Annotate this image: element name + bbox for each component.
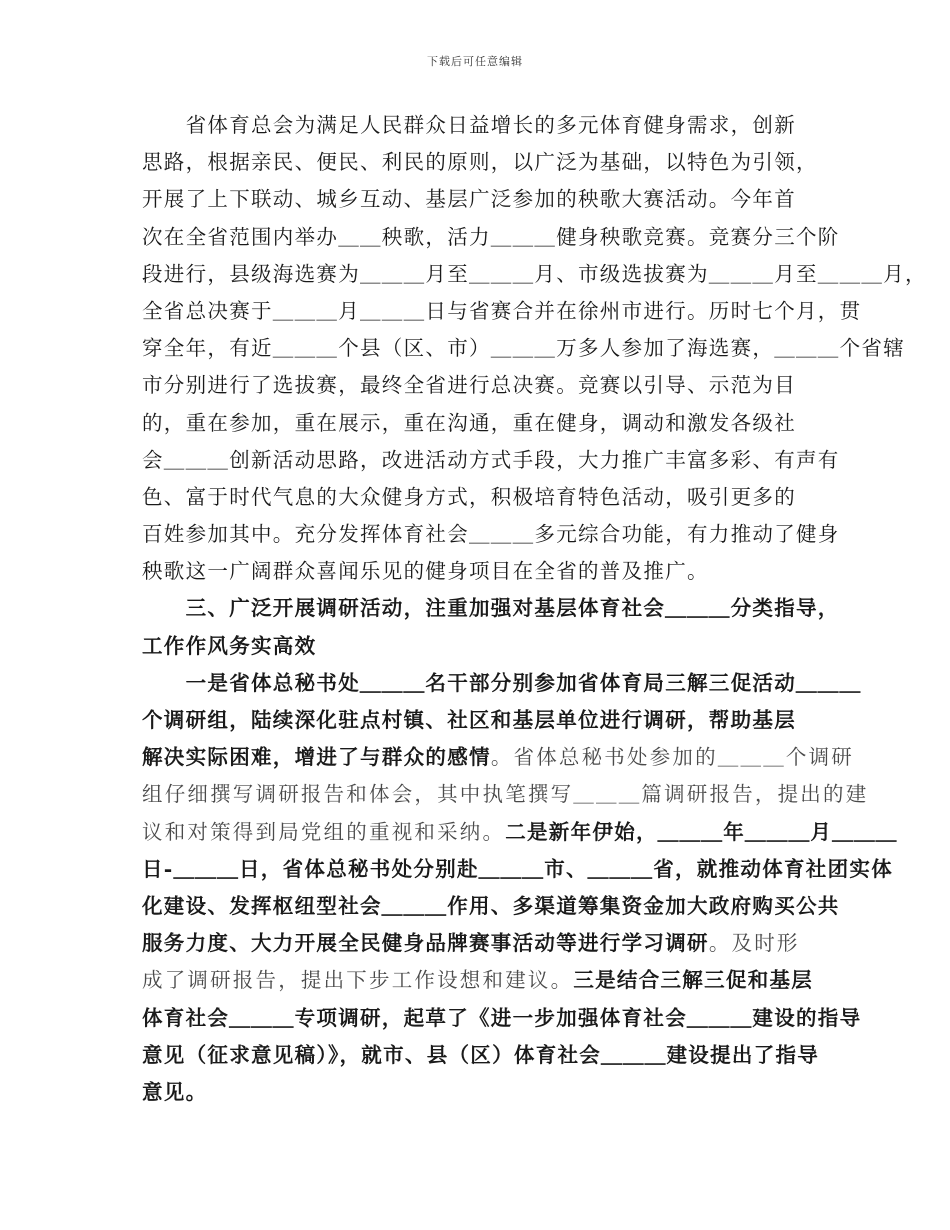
text-line xyxy=(142,107,822,144)
text-segment: 会＿＿＿创新活动思路，改进活动方式手段，大力推广丰富多彩、有声有 xyxy=(142,447,840,472)
text-line xyxy=(142,702,822,739)
text-line xyxy=(142,776,869,813)
text-line xyxy=(142,851,894,888)
text-segment: 体育社会＿＿＿专项调研，起草了《进一步加强体育社会＿＿＿建设的指导 xyxy=(142,1005,862,1030)
text-line xyxy=(142,181,822,218)
text-line xyxy=(142,293,862,330)
text-line xyxy=(142,1037,822,1074)
text-segment: 意见（征求意见稿）》，就市、县（区）体育社会＿＿＿建设提出了指导 xyxy=(142,1042,820,1067)
text-line xyxy=(142,330,905,367)
text-line xyxy=(142,516,840,553)
text-line xyxy=(142,367,822,404)
text-segment: 段进行，县级海选赛为＿＿＿月至＿＿＿月、市级选拔赛为＿＿＿月至＿＿＿月， xyxy=(142,261,927,286)
page-header: 下载后可任意编辑 xyxy=(427,55,523,68)
text-line xyxy=(142,739,855,776)
text-segment: 。及时形 xyxy=(708,931,800,956)
text-line xyxy=(142,1074,822,1111)
text-segment: 解决实际困难，增进了与群众的感情 xyxy=(142,745,491,770)
text-segment: 化建设、发挥枢纽型社会＿＿＿作用、多渠道筹集资金加大政府购买公共 xyxy=(142,893,840,918)
text-segment: 全省总决赛于＿＿＿月＿＿＿日与省赛合并在徐州市进行。历时七个月，贯 xyxy=(142,298,862,323)
text-segment: 成了调研报告，提出下步工作设想和建议。 xyxy=(142,968,574,993)
text-line xyxy=(142,814,898,851)
text-segment: 。省体总秘书处参加的＿＿＿个调研 xyxy=(490,745,855,770)
text-segment: 服务力度、大力开展全民健身品牌赛事活动等进行学习调研 xyxy=(142,931,709,956)
text-line xyxy=(142,144,822,181)
text-segment: 日-＿＿＿日，省体总秘书处分别赴＿＿＿市、＿＿＿省，就推动体育社团实体 xyxy=(142,856,894,881)
text-line xyxy=(142,553,822,590)
text-segment: 市分别进行了选拔赛，最终全省进行总决赛。竞赛以引导、示范为目 xyxy=(142,373,796,398)
text-line xyxy=(142,590,840,627)
text-line xyxy=(142,256,927,293)
text-line xyxy=(142,665,862,702)
text-line xyxy=(142,442,840,479)
text-segment: 三是结合三解三促和基层 xyxy=(573,968,814,993)
text-line xyxy=(142,925,822,962)
text-segment: 秧歌这一广阔群众喜闻乐见的健身项目在全省的普及推广。 xyxy=(142,559,709,584)
text-segment: 二是新年伊始，＿＿＿年＿＿＿月＿＿＿ xyxy=(505,819,898,844)
text-segment: 意见。 xyxy=(142,1079,208,1104)
text-segment: 个调研组，陆续深化驻点村镇、社区和基层单位进行调研，帮助基层 xyxy=(142,708,796,732)
text-segment: 省体育总会为满足人民群众日益增长的多元体育健身需求，创新 xyxy=(142,113,796,137)
text-segment: 百姓参加其中。充分发挥体育社会＿＿＿多元综合功能，有力推动了健身 xyxy=(142,522,840,547)
text-segment: 的，重在参加，重在展示，重在沟通，重在健身，调动和激发各级社 xyxy=(142,410,796,435)
text-segment: 一是省体总秘书处＿＿＿名干部分别参加省体育局三解三促活动＿＿＿ xyxy=(142,670,862,695)
text-line xyxy=(142,962,822,999)
text-line xyxy=(142,219,840,256)
text-segment: 色、富于时代气息的大众健身方式，积极培育特色活动，吸引更多的 xyxy=(142,484,796,509)
text-segment: 工作作风务实高效 xyxy=(142,633,317,658)
text-segment: 组仔细撰写调研报告和体会，其中执笔撰写＿＿＿篇调研报告，提出的建 xyxy=(142,782,869,807)
text-segment: 次在全省范围内举办＿＿秧歌，活力＿＿＿健身秧歌竞赛。竞赛分三个阶 xyxy=(142,224,840,249)
document-body xyxy=(142,107,927,1111)
text-segment: 议和对策得到局党组的重视和采纳。 xyxy=(142,819,506,844)
text-line xyxy=(142,628,822,665)
text-line xyxy=(142,479,822,516)
text-segment: 开展了上下联动、城乡互动、基层广泛参加的秧歌大赛活动。今年首 xyxy=(142,187,796,212)
text-line xyxy=(142,888,840,925)
text-segment: 三、广泛开展调研活动，注重加强对基层体育社会＿＿＿分类指导， xyxy=(142,596,840,621)
text-line xyxy=(142,405,822,442)
text-line xyxy=(142,1000,862,1037)
text-segment: 思路，根据亲民、便民、利民的原则，以广泛为基础，以特色为引领， xyxy=(142,150,818,175)
text-segment: 穿全年，有近＿＿＿个县（区、市）＿＿＿万多人参加了海选赛，＿＿＿个省辖 xyxy=(142,336,905,361)
